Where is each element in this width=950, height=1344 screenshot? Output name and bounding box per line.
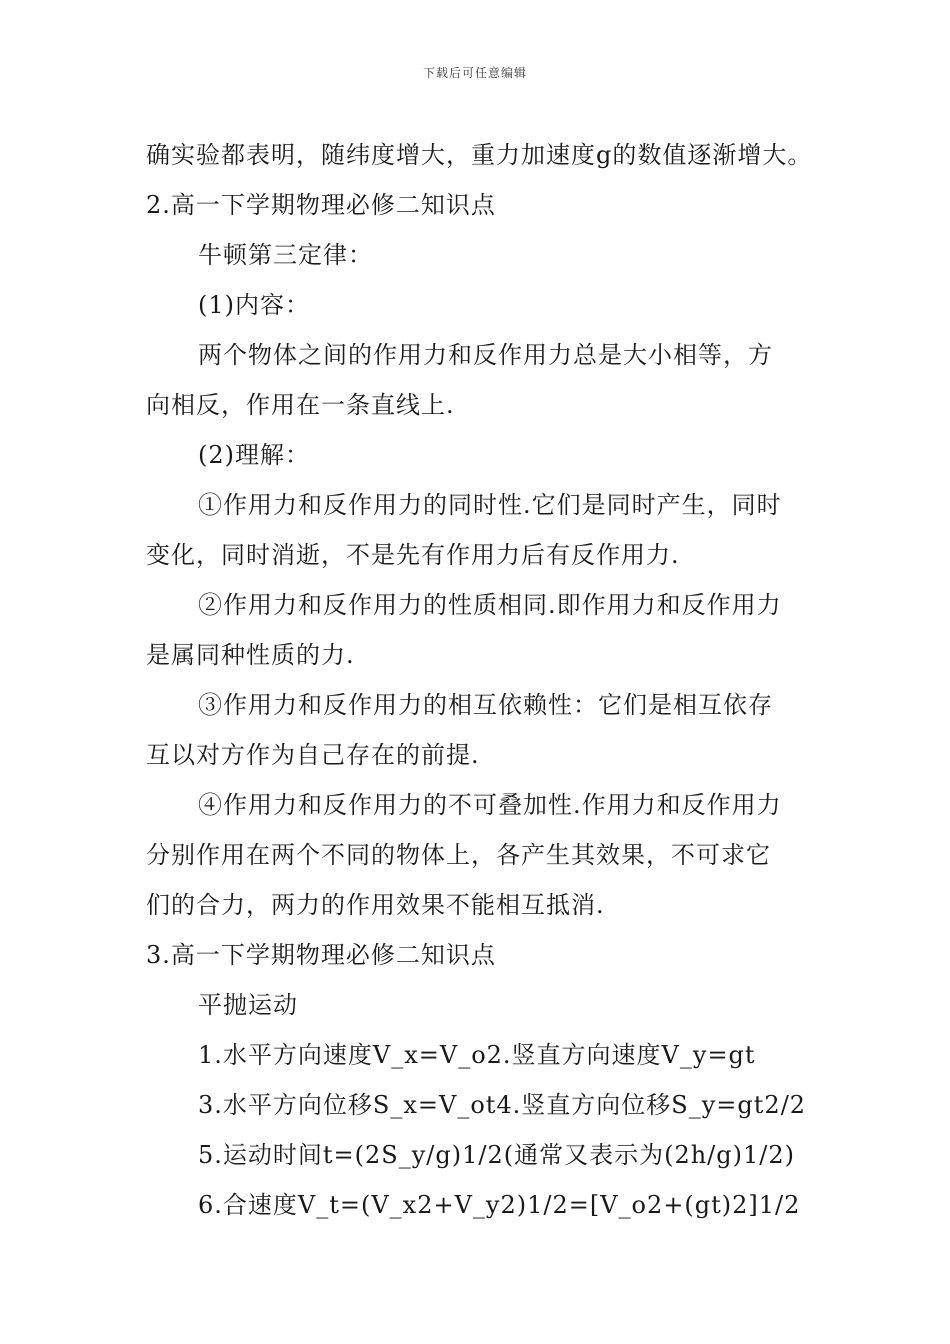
text-line: ②作用力和反作用力的性质相同.即作用力和反作用力 [198,591,782,619]
text-line: 是属同种性质的力. [146,641,355,669]
text-line: 变化，同时消逝，不是先有作用力后有反作用力. [146,541,680,569]
text-line: 向相反，作用在一条直线上. [146,391,455,419]
item-heading: (2)理解： [198,441,310,469]
text-line: ③作用力和反作用力的相互依赖性：它们是相互依存 [198,691,773,719]
formula-line: 3.水平方向位移S_x=V_ot4.竖直方向位移S_y=gt2/2 [198,1091,807,1119]
subsection-title: 平抛运动 [198,991,298,1019]
text-line: ①作用力和反作用力的同时性.它们是同时产生，同时 [198,491,782,519]
text-line: 两个物体之间的作用力和反作用力总是大小相等，方 [198,341,773,369]
text-line: 互以对方作为自己存在的前提. [146,741,480,769]
page-header-note: 下载后可任意编辑 [422,66,527,80]
item-heading: (1)内容： [198,291,310,319]
text-line: 们的合力，两力的作用效果不能相互抵消. [146,891,605,919]
section-heading: 3.高一下学期物理必修二知识点 [146,941,496,969]
formula-line: 6.合速度V_t=(V_x2+V_y2)1/2=[V_o2+(gt)2]1/2 [198,1191,801,1219]
subsection-title: 牛顿第三定律： [198,241,373,269]
text-line: 确实验都表明，随纬度增大，重力加速度g的数值逐渐增大。 [146,141,813,169]
document-body [146,130,836,1230]
formula-line: 1.水平方向速度V_x=V_o2.竖直方向速度V_y=gt [198,1041,756,1069]
text-line: ④作用力和反作用力的不可叠加性.作用力和反作用力 [198,791,782,819]
text-line: 分别作用在两个不同的物体上，各产生其效果，不可求它 [146,841,771,869]
formula-line: 5.运动时间t=(2S_y/g)1/2(通常又表示为(2h/g)1/2) [198,1141,795,1169]
section-heading: 2.高一下学期物理必修二知识点 [146,191,496,219]
